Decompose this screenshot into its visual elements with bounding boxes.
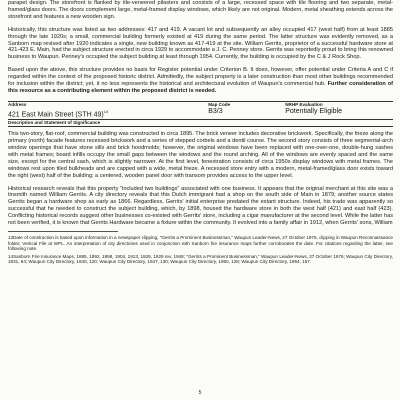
- mapcode-header: Map Code: [208, 101, 231, 107]
- footnote-divider: [8, 231, 118, 232]
- table-value-row: [8, 108, 393, 119]
- address-footnote-ref: 14: [103, 108, 109, 114]
- criterion-text: Based upon the above, this structure provides no basis for Register potential under Criterion B. It does, however, offer potential under Criteria A and C if regarded within the context of the proposed historic district. Admittedly, the subject property is a later construction than most other buildings recommended for inclusion within the district; yet, it no less represents the historical and architectural evolution of Waupun's commercial hub.: [8, 67, 393, 88]
- address-header: Address: [8, 101, 27, 107]
- criterion-paragraph: [8, 67, 393, 95]
- address-value: 421 East Main Street (STH 49)$^{14}$: [8, 108, 109, 119]
- page-number: 5: [198, 390, 202, 396]
- significance-paragraph: Historical research reveals that this property "included two buildings" associated with one business. It appears that the original merchant at this site was a tinsmith named William Gerrits. A city directory reveals that this Dutch immigrant had a shop on the south side of Main in 1879; another source states Gerrits began a hardware shop as early as 1866. Regardless, Gerrits' initial enterprise predated the extant structure. Indeed, his trade was apparently so successful that he needed to construct the subject building, which, by 1898, housed the hardware store in both the west half (421) and east half (423). Conflicting historical records suggest other businesses co-existed with Gerrits' store, including a cigar manufacturer at the second level. While the latter has not been verified, it is known that Gerrits Hardware became a fixture within the community. It evolved into a family affair in 1912, when Gerrits' sons, William: [8, 185, 393, 227]
- intro-paragraph: parapet design. The storefront is flanked by tile-veneered pilasters and consists of a large, recessed space with tile flooring and two separate, metal-framed/glass doors. The doors complement large, metal-framed display windows, which likely are not original. Modern, metal sheathing extends across the storefront and features a new wooden sign.: [8, 0, 393, 20]
- footnote-14: 14Sanborn Fire Insurance Maps, 1885, 1892, 1898, 1904, 1913, 1929, 1929 rev. 1948; "Gerrits a Prominent Businessman," Waupun Leader-News, 27 October 1976; Waupun City Directory, 1931, 84; Waupun City Directory, 1940, 120; Waupun City Directory, 1947, 130; Waupun City Directory, 1950, 128; Waupun City Directory, 1954, 157.: [8, 253, 393, 265]
- footnotes: [8, 235, 393, 265]
- history-paragraph: Historically, this structure was listed as two addresses: 417 and 419. A vacant lot and subsequently an alley occupied 417 (west half) from at least 1885 through the late 1920s; a small, commercial building formerly existed at 419 during the same period. The latter structure was evidently removed, as a Sanborn map revised after 1920 indicates a single, new building known as 417-419 at the site. William Gerrits, proprietor of a successful hardware store at 421-423 E. Main, had the subject structure erected in circa 1929 to accommodate a J. C. Penney store. Gerrits was reportedly proud to bring this renowned business to Waupun. Penney's occupied the subject building at least through 1954. Currently, the building is occupied by the C & J Rock Shop.: [8, 26, 393, 61]
- description-header: Description and Statement of Significance: [8, 119, 393, 126]
- nrhp-header: NRHP Evaluation: [285, 101, 323, 107]
- description-paragraph: This two-story, flat-roof, commercial building was constructed in circa 1895. The brick veneer includes decorative brickwork. Specifically, the frieze along the primary (north) facade features recessed brickwork and a series of stepped corbels and a dentil course. The second story consists of three segmental-arch window openings that have stone sills and brick hoodmolds; however, the original windows have been replaced with one-over-one, double-hung sashes with metal frames; board infills occupy the small gaps between the windows and the round arching. All of the windows are evenly spaced and the same size, except for the central sash, which is slightly narrower. At the first level, fenestration consists of circa 1950s display windows with metal frames. The windows rest upon tiled bulkheads and are capped with a wide, metal frieze. A recessed store entry with a modern, metal-framed/glass door exists toward the right (west) half of the building; a centered, wooden panel door with transom provides access to the upper level.: [8, 131, 393, 179]
- mapcode-value: B3/3: [208, 107, 223, 115]
- criterion-recommendation: Further consideration of this resource as a contributing element within the proposed district is needed.: [8, 81, 393, 94]
- footnote-13: 13Date of construction is based upon information in a newspaper clipping, "Gerrits a Prominent Businessman," Waupun Leader-News, 27 October 1976, clipping in Waupun Reconnaissance folder, Vertical File at WPL. An interpretation of city directories used in conjunction with Sanborn fire insurance maps further corroborates the date. For citations regarding the latter, see following note.: [8, 234, 393, 252]
- property-table: [8, 101, 393, 127]
- nrhp-value: Potentially Eligible: [285, 107, 342, 115]
